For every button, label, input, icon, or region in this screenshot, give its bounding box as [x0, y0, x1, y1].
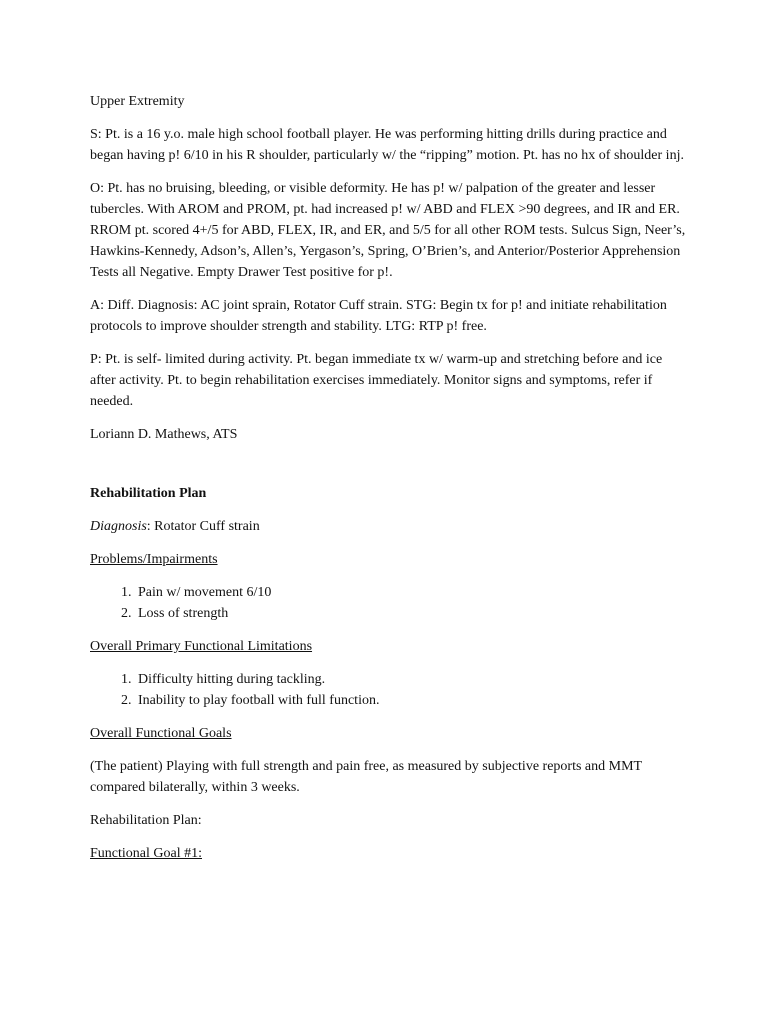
- list-item: 2. Inability to play football with full function.: [135, 690, 690, 711]
- goals-paragraph: (The patient) Playing with full strength and pain free, as measured by subjective reports and MMT compared bilaterally, within 3 weeks.: [90, 759, 642, 795]
- list-item: 1. Pain w/ movement 6/10: [135, 582, 690, 603]
- plan-paragraph: P: Pt. is self- limited during activity. Pt. began immediate tx w/ warm-up and stretching before and ice after activity. Pt. to begin rehabilitation exercises immediately. Monitor signs and symptoms, refer if needed.: [90, 352, 663, 409]
- diagnosis-value: : Rotator Cuff strain: [146, 519, 260, 534]
- signature: Loriann D. Mathews, ATS: [90, 427, 238, 442]
- subjective-paragraph: S: Pt. is a 16 y.o. male high school football player. He was performing hitting drills during practice and began having p! 6/10 in his R shoulder, particularly w/ the “ripping” motion. Pt. has no hx of shoulder inj.: [90, 127, 684, 163]
- limitations-heading: Overall Primary Functional Limitations: [90, 639, 313, 654]
- list-item: 1. Difficulty hitting during tackling.: [135, 669, 690, 690]
- problems-list: [90, 582, 690, 624]
- limitations-list: [90, 669, 690, 711]
- functional-goal-1-heading: Functional Goal #1:: [90, 846, 202, 861]
- goals-heading: Overall Functional Goals: [90, 726, 232, 741]
- document-page: [90, 91, 690, 876]
- list-item: 2. Loss of strength: [135, 603, 690, 624]
- diagnosis-line: [90, 516, 690, 537]
- assessment-paragraph: A: Diff. Diagnosis: AC joint sprain, Rotator Cuff strain. STG: Begin tx for p! and initiate rehabilitation protocols to improve shoulder strength and stability. LTG: RTP p! free.: [90, 298, 667, 334]
- rehab-plan-label: Rehabilitation Plan:: [90, 813, 202, 828]
- problems-heading: Problems/Impairments: [90, 552, 218, 567]
- objective-paragraph: O: Pt. has no bruising, bleeding, or visible deformity. He has p! w/ palpation of the greater and lesser tubercles. With AROM and PROM, pt. had increased p! w/ ABD and FLEX >90 degrees, and IR and ER. RROM pt. scored 4+/5 for ABD, FLEX, IR, and ER, and 5/5 for all other ROM tests. Sulcus Sign, Neer’s, Hawkins-Kennedy, Adson’s, Allen’s, Yergason’s, Spring, O’Brien’s, and Anterior/Posterior Apprehension Tests all Negative. Empty Drawer Test positive for p!.: [90, 181, 686, 280]
- section-title: Upper Extremity: [90, 94, 185, 109]
- diagnosis-label: Diagnosis: [90, 519, 147, 534]
- rehab-plan-title: Rehabilitation Plan: [90, 486, 207, 501]
